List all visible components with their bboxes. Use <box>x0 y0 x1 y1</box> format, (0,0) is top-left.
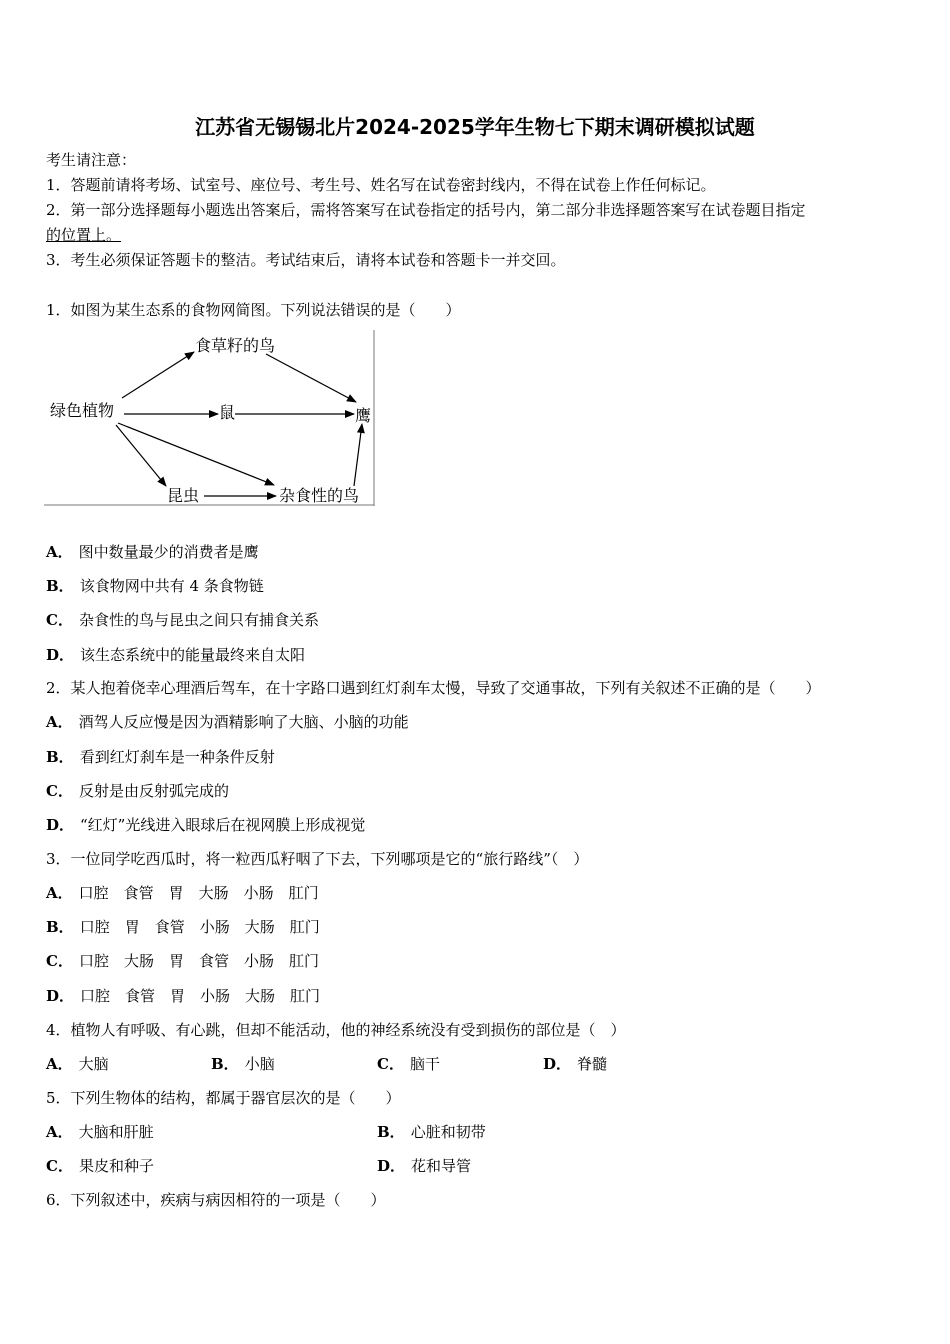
arrow-plant-to-omnivorous-bird <box>118 423 274 485</box>
arrow-plant-to-seed-bird <box>122 352 194 398</box>
notice-item-3: 3．考生必须保证答题卡的整洁。考试结束后，请将本试卷和答题卡一并交回。 <box>46 251 566 269</box>
q4-option-d[interactable]: D． 脊髓 <box>543 1055 608 1073</box>
arrow-seed-bird-to-hawk <box>266 354 356 402</box>
node-omnivorous-bird: 杂食性的鸟 <box>279 486 360 505</box>
q4-option-b[interactable]: B． 小脑 <box>211 1055 275 1073</box>
q1-option-b[interactable]: B． 该食物网中共有 4 条食物链 <box>46 577 264 595</box>
q3-stem: 3．一位同学吃西瓜时，将一粒西瓜籽咽了下去，下列哪项是它的“旅行路线”（ ） <box>46 850 589 868</box>
notice-item-2-cont: 的位置上。 <box>46 226 122 244</box>
arrow-plant-to-insect <box>116 425 166 486</box>
q3-option-c[interactable]: C． 口腔 大肠 胃 食管 小肠 肛门 <box>46 952 319 970</box>
q5-option-a[interactable]: A． 大脑和肝脏 <box>46 1123 154 1141</box>
q2-stem: 2．某人抱着侥幸心理酒后驾车，在十字路口遇到红灯刹车太慢，导致了交通事故，下列有关叙述不正确的是（ ） <box>46 679 821 697</box>
notice-heading: 考生请注意： <box>46 151 137 169</box>
q4-option-c[interactable]: C． 脑干 <box>377 1055 440 1073</box>
node-hawk: 鹰 <box>355 406 372 425</box>
q3-option-b[interactable]: B． 口腔 胃 食管 小肠 大肠 肛门 <box>46 918 320 936</box>
q3-option-a[interactable]: A． 口腔 食管 胃 大肠 小肠 肛门 <box>46 884 319 902</box>
q6-stem: 6．下列叙述中，疾病与病因相符的一项是（ ） <box>46 1191 386 1209</box>
notice-item-2: 2．第一部分选择题每小题选出答案后，需将答案写在试卷指定的括号内，第二部分非选择题答案写在试卷题目指定 <box>46 201 806 219</box>
q2-option-b[interactable]: B． 看到红灯刹车是一种条件反射 <box>46 748 275 766</box>
q2-option-d[interactable]: D． “红灯”光线进入眼球后在视网膜上形成视觉 <box>46 816 366 834</box>
q1-option-c[interactable]: C． 杂食性的鸟与昆虫之间只有捕食关系 <box>46 611 319 629</box>
q5-option-d[interactable]: D． 花和导管 <box>377 1157 472 1175</box>
page-title: 江苏省无锡锡北片2024-2025学年生物七下期末调研模拟试题 <box>195 115 755 139</box>
food-web-diagram <box>44 330 376 506</box>
q1-option-d[interactable]: D． 该生态系统中的能量最终来自太阳 <box>46 646 306 664</box>
q4-stem: 4．植物人有呼吸、有心跳，但却不能活动，他的神经系统没有受到损伤的部位是（ ） <box>46 1021 626 1039</box>
arrow-omnivorous-bird-to-hawk <box>354 424 362 486</box>
q3-option-d[interactable]: D． 口腔 食管 胃 小肠 大肠 肛门 <box>46 987 321 1005</box>
q5-option-b[interactable]: B． 心脏和韧带 <box>377 1123 486 1141</box>
q2-option-c[interactable]: C． 反射是由反射弧完成的 <box>46 782 229 800</box>
q5-option-c[interactable]: C． 果皮和种子 <box>46 1157 154 1175</box>
node-mouse: 鼠 <box>219 403 236 422</box>
node-insect: 昆虫 <box>167 486 200 505</box>
notice-item-1: 1．答题前请将考场、试室号、座位号、考生号、姓名写在试卷密封线内，不得在试卷上作任何标记。 <box>46 176 716 194</box>
q1-option-a[interactable]: A． 图中数量最少的消费者是鹰 <box>46 543 259 561</box>
q4-option-a[interactable]: A． 大脑 <box>46 1055 109 1073</box>
node-green-plant: 绿色植物 <box>50 401 115 420</box>
node-seed-bird: 食草籽的鸟 <box>195 336 276 355</box>
q5-stem: 5．下列生物体的结构，都属于器官层次的是（ ） <box>46 1089 401 1107</box>
q1-stem: 1．如图为某生态系的食物网简图。下列说法错误的是（ ） <box>46 301 461 319</box>
q2-option-a[interactable]: A． 酒驾人反应慢是因为酒精影响了大脑、小脑的功能 <box>46 713 409 731</box>
